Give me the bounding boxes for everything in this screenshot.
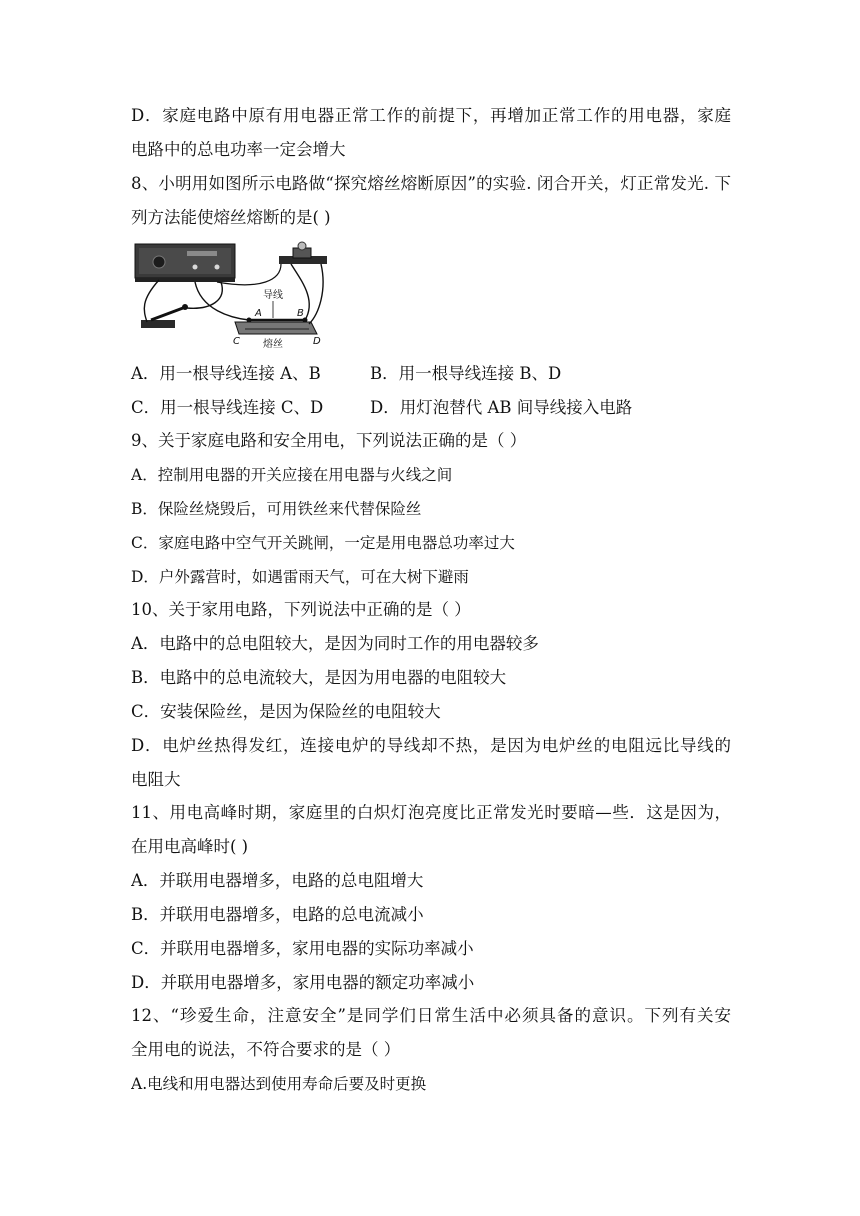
- figure-label-fuse: 熔丝: [263, 339, 283, 350]
- figure-label-b: B: [297, 308, 304, 319]
- q12-option-a: A.电线和用电器达到使用寿命后要及时更换: [131, 1075, 427, 1093]
- q8-option-d: D．用灯泡替代 AB 间导线接入电路: [370, 398, 633, 417]
- q9-option-b: B．保险丝烧毁后，可用铁丝来代替保险丝: [131, 500, 422, 518]
- q11-option-a: A．并联用电器增多，电路的总电阻增大: [131, 871, 424, 890]
- q8-option-c: C．用一根导线连接 C、D: [131, 398, 324, 417]
- q9-stem: 9、关于家庭电路和安全用电，下列说法正确的是（ ）: [131, 431, 527, 450]
- q12-stem-line2: 全用电的说法，不符合要求的是（ ）: [131, 1040, 401, 1059]
- power-supply-icon: [135, 244, 235, 282]
- q7-option-d-line1: D．家庭电路中原有用电器正常工作的前提下，再增加正常工作的用电器，家庭: [131, 106, 731, 125]
- q9-option-c: C．家庭电路中空气开关跳闸，一定是用电器总功率过大: [131, 534, 515, 552]
- q8-stem-line2: 列方法能使熔丝熔断的是( ): [131, 208, 331, 227]
- figure-label-a: A: [255, 308, 262, 319]
- q9-option-d: D．户外露营时，如遇雷雨天气，可在大树下避雨: [131, 568, 469, 586]
- q9-option-a: A．控制用电器的开关应接在用电器与火线之间: [131, 466, 453, 484]
- q10-option-c: C．安装保险丝，是因为保险丝的电阻较大: [131, 702, 441, 721]
- q8-option-a: A．用一根导线连接 A、B: [131, 364, 321, 383]
- q12-stem-line1: 12、“珍爱生命，注意安全”是同学们日常生活中必须具备的意识。下列有关安: [131, 1006, 731, 1025]
- q10-option-a: A．电路中的总电阻较大，是因为同时工作的用电器较多: [131, 634, 539, 653]
- q8-stem-line1: 8、小明用如图所示电路做“探究熔丝熔断原因”的实验. 闭合开关，灯正常发光. 下: [131, 174, 731, 193]
- q11-option-c: C．并联用电器增多，家用电器的实际功率减小: [131, 939, 474, 958]
- q11-option-b: B．并联用电器增多，电路的总电流减小: [131, 905, 424, 924]
- figure-label-d: D: [313, 336, 321, 347]
- q10-option-d-line2: 电阻大: [131, 770, 181, 789]
- q7-option-d-line2: 电路中的总电功率一定会增大: [131, 140, 346, 159]
- q8-circuit-figure: [131, 240, 341, 350]
- figure-label-c: C: [233, 336, 240, 347]
- q10-option-d-line1: D．电炉丝热得发红，连接电炉的导线却不热，是因为电炉丝的电阻远比导线的: [131, 736, 731, 755]
- q10-stem: 10、关于家用电路，下列说法中正确的是（ ）: [131, 600, 471, 619]
- q11-stem-line1: 11、用电高峰时期，家庭里的白炽灯泡亮度比正常发光时要暗—些．这是因为，: [131, 803, 731, 822]
- q10-option-b: B．电路中的总电流较大，是因为用电器的电阻较大: [131, 668, 507, 687]
- q8-option-b: B．用一根导线连接 B、D: [370, 364, 562, 383]
- q11-stem-line2: 在用电高峰时( ): [131, 837, 249, 856]
- q11-option-d: D．并联用电器增多，家用电器的额定功率减小: [131, 973, 475, 992]
- figure-label-wire: 导线: [263, 290, 283, 301]
